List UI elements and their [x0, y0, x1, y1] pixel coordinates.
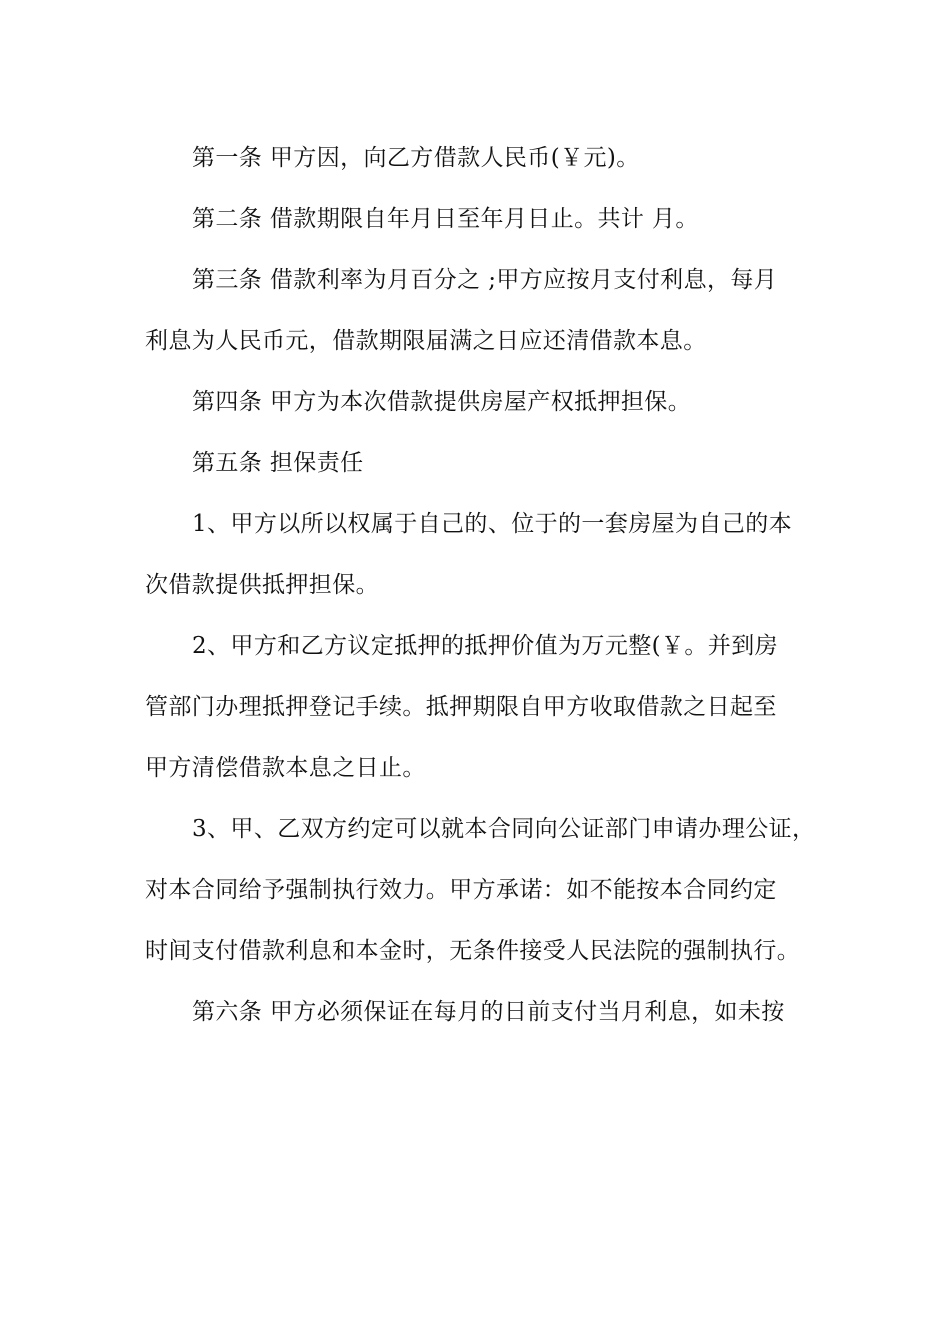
clause-4-line: 第四条 甲方为本次借款提供房屋产权抵押担保。 [192, 389, 692, 415]
item-1-line-1: 1、甲方以所以权属于自己的、位于的一套房屋为自己的本 [192, 511, 793, 537]
clause-5-heading: 第五条 担保责任 [192, 450, 364, 476]
item-2-line-2: 管部门办理抵押登记手续。抵押期限自甲方收取借款之日起至 [145, 694, 777, 720]
item-3-line-1: 3、甲、乙双方约定可以就本合同向公证部门申请办理公证， [192, 816, 816, 842]
item-2-line-1: 2、甲方和乙方议定抵押的抵押价值为万元整(￥。并到房 [192, 633, 779, 659]
clause-6-line-1: 第六条 甲方必须保证在每月的日前支付当月利息，如未按 [192, 999, 785, 1025]
document-body [145, 128, 816, 1043]
item-3-line-3: 时间支付借款利息和本金时，无条件接受人民法院的强制执行。 [145, 938, 801, 964]
item-2-line-3: 甲方清偿借款本息之日止。 [145, 755, 426, 781]
clause-3-line-1: 第三条 借款利率为月百分之 ;甲方应按月支付利息，每月 [192, 267, 778, 293]
item-1-line-2: 次借款提供抵押担保。 [145, 572, 379, 598]
item-3-line-2: 对本合同给予强制执行效力。甲方承诺：如不能按本合同约定 [145, 877, 777, 903]
clause-3-line-2: 利息为人民币元，借款期限届满之日应还清借款本息。 [145, 328, 707, 354]
clause-2-line: 第二条 借款期限自年月日至年月日止。共计 月。 [192, 206, 699, 232]
clause-1-line: 第一条 甲方因，向乙方借款人民币(￥元)。 [192, 145, 640, 171]
